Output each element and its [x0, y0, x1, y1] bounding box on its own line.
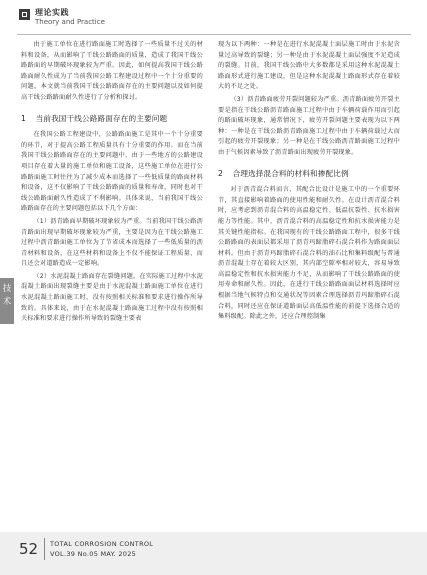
journal-header: [19, 6, 219, 36]
section-2-number: 2: [218, 168, 223, 178]
intro-paragraph: 由于施工单位在进行路面施工时选择了一些质量不过关的材料和设备，从而影响了干线公路路面的质量，造成了我国干线公路路面的早期破坏现象较为严重。因此，如何提高我国干线公路路面耐久性成为了当前我国公路工程建设过程中一个十分重要的问题。本文就当前我国干线公路路面存在的主要问题以及如何提高干线公路路面耐久性进行了分析和探讨。: [21, 41, 203, 101]
section-logo-icon: [19, 9, 30, 20]
journal-name: TOTAL CORROSION CONTROL: [50, 540, 154, 548]
side-category-tab: [0, 278, 14, 324]
side-tab-label: 技术: [2, 284, 12, 307]
footer-divider: [44, 538, 45, 560]
right-column: [218, 40, 400, 325]
continued-paragraph: 现为以下两种：一种是在进行水泥混凝土面层施工时由于水泥含量过高导致的裂缝；另一种是由于水泥混凝土面层强度不足造成的裂缝。目前，我国干线公路中大多数都是采用这种水泥混凝土路面形式进行施工建设，但是这种水泥混凝土路面形式存在着较大的不足之处。: [218, 41, 400, 91]
section-2-paragraph: 对于沥青混合料而言，其配合比设计是施工中的一个重要环节，其直接影响着路面的使用性能和耐久性。在设计沥青混合料时，应考虑到沥青混合料的高温稳定性、低温抗裂性、抗水损害能力等性能。其中，沥青混合料的高温稳定性和抗水损害能力是其关键性能指标。在我国现有的干线公路路面工程中，很多干线公路路面的表面层都采用了沥青玛蹄脂碎石混合料作为路面面层材料。但由于沥青玛蹄脂碎石混合料的油石比和集料级配与普通沥青混凝土存在着较大区别，其内部空隙率相对较大，容易导致高温稳定性和抗水损害能力不足，从而影响了干线公路路面的使用寿命和耐久性。因此，在进行干线公路路面面层材料选择时应根据当地气候特点和交通状况等因素合理选择沥青玛蹄脂碎石混合料，同时还应在保证道路面层高低温性能的前提下选择合适的集料级配。除此之外，还应合理控制集: [218, 186, 400, 321]
section-1-paragraph: 在我国公路工程建设中，公路路面施工是其中一个十分重要的环节，对于提高公路工程质量具有十分重要的作用。而在当前我国干线公路路面存在的主要问题中，由于一些地方的公路建设项目存在着大量的施工单位和施工设备，这些施工单位在进行公路路面施工时往往为了减少成本而选择了一些低质量的路面材料和设备，这不仅影响了干线公路路面的质量和寿命，同时也对干线公路路面耐久性造成了不利影响。具体来说，当前我国干线公路路面存在的主要问题包括以下几个方面：: [21, 131, 203, 213]
section-title-cn: 理论实践: [35, 8, 69, 17]
page-footer: [0, 532, 427, 575]
page-number: 52: [19, 540, 39, 558]
section-1-heading: [21, 114, 203, 125]
journal-issue: VOL.39 No.05 MAY. 2025: [50, 550, 137, 558]
section-title-en: Theory and Practice: [35, 18, 105, 26]
list-item-3: （3）沥青路面疲劳开裂问题较为严重。沥青路面疲劳开裂主要是指在干线公路沥青路面施工过程中由于车辆荷载作用而引起的路面破坏现象，通常情况下，疲劳开裂问题主要表现为以下两种：一种是在干线公路沥青路面施工过程中由于车辆荷载过大而引起的疲劳开裂现象；另一种是在干线公路沥青路面施工过程中由于气候因素导致了沥青路面出现疲劳开裂现象。: [218, 95, 400, 156]
header-divider: [17, 34, 411, 35]
section-2-heading: [218, 169, 400, 180]
left-column: [21, 40, 203, 327]
section-1-number: 1: [21, 113, 26, 123]
list-item-1: （1）沥青路面早期破坏现象较为严重。当前我国干线公路沥青路面出现早期破坏现象较为严重，主要是因为在干线公路施工过程中沥青路面施工单位为了节省成本而选择了一些低质量的沥青材料和设备，在这些材料和设备上不仅不能保证工程质量，而且还会对道路造成一定影响。: [21, 217, 203, 268]
section-2-title: 合理选择混合料的材料和掺配比例: [232, 168, 349, 178]
list-item-2: （2）水泥混凝土路面存在裂缝问题。在实际施工过程中水泥混凝土路面出现裂缝主要是由于水泥混凝土路面施工单位在进行水泥混凝土路面施工时，没有按照相关标准和要求进行操作所导致的。具体来说，由于在水泥混凝土路面施工过程中没有按照相关标准和要求进行操作所导致的裂缝主要表: [21, 272, 203, 323]
section-1-title: 当前我国干线公路路面存在的主要问题: [35, 113, 168, 123]
